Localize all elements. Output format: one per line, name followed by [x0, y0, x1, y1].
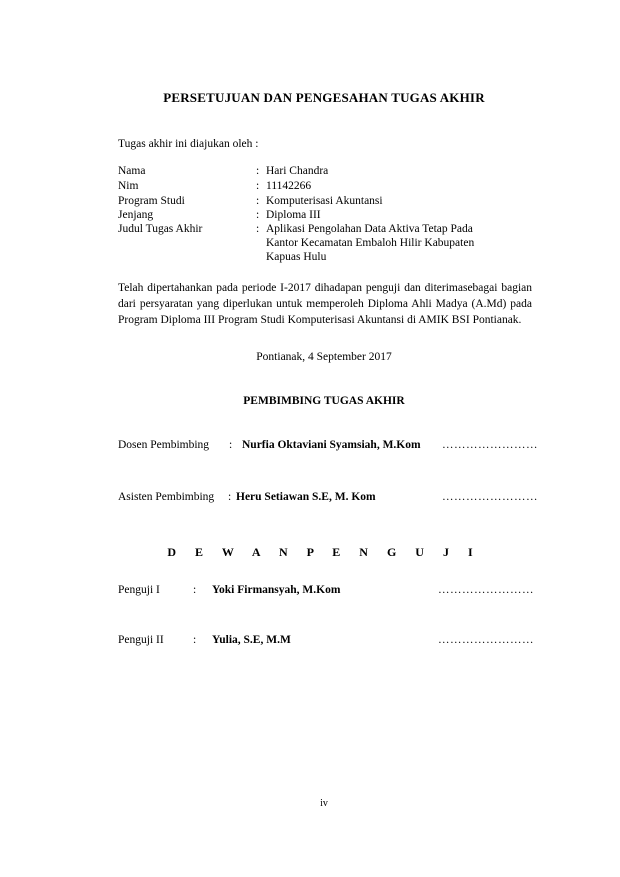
- pembimbing-heading: PEMBIMBING TUGAS AKHIR: [243, 395, 405, 407]
- value-jenjang: Diploma III: [266, 209, 321, 221]
- colon: :: [228, 491, 232, 503]
- penguji-2-label: Penguji II: [118, 634, 164, 646]
- approval-paragraph: Telah dipertahankan pada periode I-2017 dihadapan penguji dan diterimasebagai bagian dari persyaratan yang diperlukan untuk memperoleh Diploma Ahli Madya (A.Md) pada Program Diploma III Program Studi Komputerisasi Akuntansi di AMIK BSI Pontianak.: [118, 282, 532, 326]
- penguji-2-name: Yulia, S.E, M.M: [212, 634, 291, 646]
- asisten-label: Asisten Pembimbing: [118, 491, 215, 503]
- document-title: PERSETUJUAN DAN PENGESAHAN TUGAS AKHIR: [163, 90, 485, 105]
- value-nama: Hari Chandra: [266, 165, 329, 177]
- value-judul-line-3: Kapuas Hulu: [266, 251, 327, 263]
- value-program-studi: Komputerisasi Akuntansi: [266, 195, 383, 207]
- label-judul: Judul Tugas Akhir: [118, 223, 203, 235]
- colon: :: [256, 223, 260, 235]
- colon: :: [229, 439, 233, 451]
- asisten-signature-line: ……………………: [442, 491, 538, 503]
- dosen-signature-line: ……………………: [442, 439, 538, 451]
- intro-text: Tugas akhir ini diajukan oleh :: [118, 138, 259, 150]
- label-nama: Nama: [118, 165, 146, 177]
- colon: :: [256, 195, 260, 207]
- dewan-penguji-heading: D E W A N P E N G U J I: [167, 545, 481, 559]
- label-jenjang: Jenjang: [118, 209, 154, 221]
- colon: :: [193, 634, 197, 646]
- page-number: iv: [320, 798, 328, 809]
- value-judul-line-2: Kantor Kecamatan Embaloh Hilir Kabupaten: [266, 237, 475, 249]
- label-program-studi: Program Studi: [118, 195, 185, 207]
- asisten-name: Heru Setiawan S.E, M. Kom: [236, 491, 376, 503]
- colon: :: [193, 584, 197, 596]
- penguji-1-label: Penguji I: [118, 584, 160, 596]
- dosen-label: Dosen Pembimbing: [118, 439, 210, 451]
- place-date: Pontianak, 4 September 2017: [256, 351, 392, 363]
- penguji-1-name: Yoki Firmansyah, M.Kom: [212, 584, 341, 596]
- colon: :: [256, 209, 260, 221]
- penguji-1-signature-line: ……………………: [438, 584, 534, 596]
- label-nim: Nim: [118, 180, 139, 192]
- dosen-name: Nurfia Oktaviani Syamsiah, M.Kom: [242, 439, 421, 451]
- colon: :: [256, 165, 260, 177]
- value-judul-line-1: Aplikasi Pengolahan Data Aktiva Tetap Pada: [266, 223, 473, 235]
- penguji-2-signature-line: ……………………: [438, 634, 534, 646]
- colon: :: [256, 180, 260, 192]
- value-nim: 11142266: [266, 180, 312, 192]
